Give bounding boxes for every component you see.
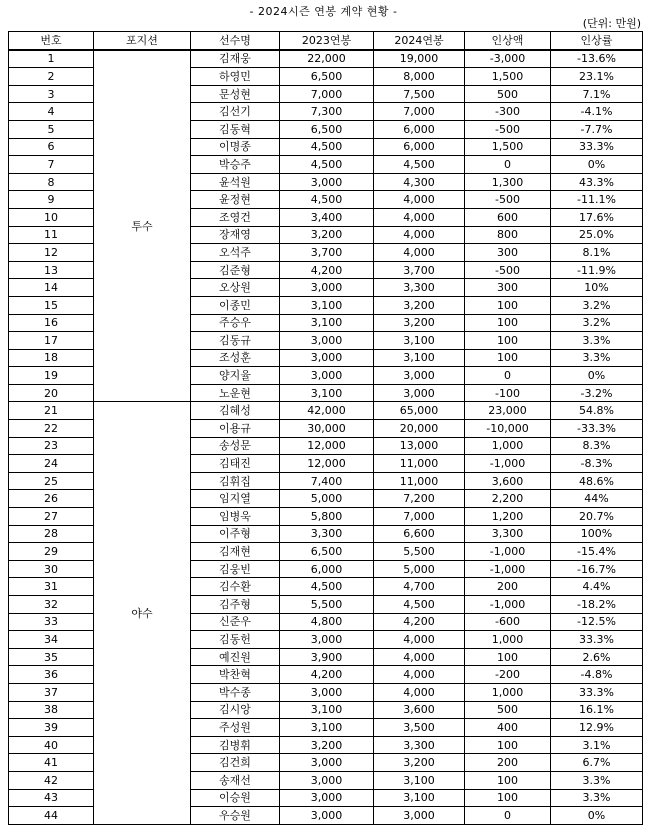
cell-salary-2024: 20,000: [374, 420, 465, 438]
cell-raise-rate: 0%: [551, 807, 643, 825]
cell-raise-amount: 2,200: [465, 490, 551, 508]
cell-raise-rate: 33.3%: [551, 683, 643, 701]
cell-salary-2024: 3,000: [374, 367, 465, 385]
cell-raise-rate: 23.1%: [551, 68, 643, 86]
col-header-position: 포지션: [94, 32, 191, 50]
cell-salary-2024: 4,000: [374, 683, 465, 701]
cell-number: 31: [9, 578, 94, 596]
col-header-raise-rate: 인상률: [551, 32, 643, 50]
table-row: [9, 50, 643, 68]
cell-number: 30: [9, 560, 94, 578]
cell-raise-rate: -7.7%: [551, 120, 643, 138]
cell-position-group: 야수: [94, 402, 191, 824]
cell-salary-2023: 4,800: [280, 613, 374, 631]
cell-raise-amount: 1,000: [465, 437, 551, 455]
cell-player: 이주형: [191, 525, 280, 543]
cell-salary-2023: 7,300: [280, 103, 374, 121]
cell-number: 33: [9, 613, 94, 631]
cell-raise-amount: 0: [465, 156, 551, 174]
cell-player: 김수환: [191, 578, 280, 596]
cell-player: 장재영: [191, 226, 280, 244]
cell-number: 42: [9, 771, 94, 789]
cell-raise-rate: -4.1%: [551, 103, 643, 121]
cell-number: 35: [9, 648, 94, 666]
cell-raise-amount: 1,000: [465, 631, 551, 649]
cell-raise-amount: 600: [465, 208, 551, 226]
cell-raise-amount: 3,300: [465, 525, 551, 543]
cell-number: 12: [9, 244, 94, 262]
cell-salary-2024: 4,500: [374, 156, 465, 174]
cell-player: 김동혁: [191, 120, 280, 138]
cell-raise-rate: -18.2%: [551, 596, 643, 614]
cell-salary-2023: 3,700: [280, 244, 374, 262]
cell-raise-amount: 100: [465, 789, 551, 807]
cell-salary-2024: 7,000: [374, 103, 465, 121]
cell-salary-2024: 4,000: [374, 191, 465, 209]
cell-salary-2023: 3,000: [280, 807, 374, 825]
cell-salary-2023: 5,000: [280, 490, 374, 508]
cell-salary-2023: 3,000: [280, 173, 374, 191]
cell-player: 우승원: [191, 807, 280, 825]
cell-raise-rate: -12.5%: [551, 613, 643, 631]
cell-raise-rate: 0%: [551, 156, 643, 174]
cell-player: 김건희: [191, 754, 280, 772]
cell-salary-2024: 3,200: [374, 314, 465, 332]
col-header-number: 번호: [9, 32, 94, 50]
cell-number: 41: [9, 754, 94, 772]
cell-number: 29: [9, 543, 94, 561]
cell-salary-2023: 3,000: [280, 367, 374, 385]
cell-raise-amount: 500: [465, 701, 551, 719]
cell-salary-2024: 4,000: [374, 666, 465, 684]
cell-number: 24: [9, 455, 94, 473]
cell-salary-2023: 4,200: [280, 666, 374, 684]
cell-salary-2023: 3,000: [280, 631, 374, 649]
col-header-salary-2024: 2024연봉: [374, 32, 465, 50]
cell-player: 예진원: [191, 648, 280, 666]
cell-raise-rate: 8.1%: [551, 244, 643, 262]
cell-salary-2024: 7,000: [374, 508, 465, 526]
cell-player: 하영민: [191, 68, 280, 86]
cell-raise-rate: 6.7%: [551, 754, 643, 772]
cell-number: 8: [9, 173, 94, 191]
cell-raise-amount: -1,000: [465, 596, 551, 614]
unit-note: (단위: 만원): [582, 17, 641, 30]
cell-raise-amount: 200: [465, 754, 551, 772]
cell-number: 25: [9, 472, 94, 490]
cell-raise-rate: -11.9%: [551, 261, 643, 279]
cell-salary-2023: 3,000: [280, 683, 374, 701]
cell-player: 박승주: [191, 156, 280, 174]
cell-player: 김혜성: [191, 402, 280, 420]
cell-player: 오상원: [191, 279, 280, 297]
cell-number: 36: [9, 666, 94, 684]
cell-number: 4: [9, 103, 94, 121]
cell-raise-amount: 200: [465, 578, 551, 596]
cell-salary-2024: 3,300: [374, 279, 465, 297]
cell-number: 3: [9, 85, 94, 103]
cell-raise-rate: -3.2%: [551, 384, 643, 402]
cell-salary-2024: 11,000: [374, 455, 465, 473]
cell-raise-amount: 1,000: [465, 683, 551, 701]
cell-raise-amount: 1,500: [465, 138, 551, 156]
cell-player: 이승원: [191, 789, 280, 807]
cell-salary-2023: 4,500: [280, 191, 374, 209]
cell-player: 송재선: [191, 771, 280, 789]
cell-raise-rate: 33.3%: [551, 631, 643, 649]
cell-player: 박수종: [191, 683, 280, 701]
cell-raise-rate: 16.1%: [551, 701, 643, 719]
cell-salary-2024: 3,000: [374, 384, 465, 402]
cell-raise-rate: -16.7%: [551, 560, 643, 578]
cell-salary-2024: 8,000: [374, 68, 465, 86]
cell-raise-amount: 100: [465, 332, 551, 350]
cell-player: 김동규: [191, 332, 280, 350]
cell-salary-2023: 3,100: [280, 719, 374, 737]
cell-salary-2024: 5,000: [374, 560, 465, 578]
cell-salary-2024: 4,300: [374, 173, 465, 191]
cell-salary-2024: 3,600: [374, 701, 465, 719]
cell-number: 34: [9, 631, 94, 649]
header-row: [9, 32, 643, 50]
cell-raise-rate: 3.2%: [551, 296, 643, 314]
cell-raise-rate: 17.6%: [551, 208, 643, 226]
cell-salary-2023: 3,100: [280, 314, 374, 332]
cell-salary-2024: 3,200: [374, 754, 465, 772]
cell-raise-amount: 0: [465, 807, 551, 825]
cell-salary-2024: 11,000: [374, 472, 465, 490]
cell-number: 20: [9, 384, 94, 402]
cell-raise-rate: 12.9%: [551, 719, 643, 737]
cell-player: 김병휘: [191, 736, 280, 754]
cell-salary-2024: 3,000: [374, 807, 465, 825]
cell-player: 오석주: [191, 244, 280, 262]
cell-salary-2023: 3,000: [280, 771, 374, 789]
cell-number: 40: [9, 736, 94, 754]
cell-raise-amount: 100: [465, 736, 551, 754]
cell-salary-2024: 3,100: [374, 332, 465, 350]
cell-raise-rate: 3.3%: [551, 349, 643, 367]
cell-number: 2: [9, 68, 94, 86]
cell-raise-amount: 0: [465, 367, 551, 385]
cell-player: 김태진: [191, 455, 280, 473]
cell-salary-2023: 4,500: [280, 156, 374, 174]
cell-player: 김준형: [191, 261, 280, 279]
cell-raise-rate: 4.4%: [551, 578, 643, 596]
cell-raise-amount: 100: [465, 296, 551, 314]
cell-player: 문성현: [191, 85, 280, 103]
contract-table: [8, 31, 643, 825]
cell-salary-2024: 6,000: [374, 138, 465, 156]
cell-raise-amount: -100: [465, 384, 551, 402]
cell-salary-2023: 3,100: [280, 384, 374, 402]
cell-number: 26: [9, 490, 94, 508]
cell-player: 김재현: [191, 543, 280, 561]
cell-player: 김선기: [191, 103, 280, 121]
cell-raise-amount: 500: [465, 85, 551, 103]
cell-player: 윤석원: [191, 173, 280, 191]
cell-salary-2023: 5,500: [280, 596, 374, 614]
cell-salary-2024: 3,100: [374, 771, 465, 789]
cell-position-group: 투수: [94, 50, 191, 402]
cell-player: 노운현: [191, 384, 280, 402]
cell-number: 15: [9, 296, 94, 314]
cell-raise-rate: 33.3%: [551, 138, 643, 156]
cell-raise-amount: -1,000: [465, 543, 551, 561]
cell-salary-2023: 3,100: [280, 701, 374, 719]
cell-salary-2024: 3,100: [374, 789, 465, 807]
cell-number: 43: [9, 789, 94, 807]
cell-salary-2023: 3,000: [280, 789, 374, 807]
cell-salary-2024: 3,500: [374, 719, 465, 737]
cell-salary-2024: 7,200: [374, 490, 465, 508]
cell-salary-2023: 6,500: [280, 543, 374, 561]
cell-salary-2024: 6,600: [374, 525, 465, 543]
cell-player: 주승우: [191, 314, 280, 332]
cell-number: 17: [9, 332, 94, 350]
cell-raise-amount: -1,000: [465, 560, 551, 578]
cell-raise-rate: 2.6%: [551, 648, 643, 666]
cell-raise-amount: 23,000: [465, 402, 551, 420]
cell-raise-rate: -4.8%: [551, 666, 643, 684]
cell-number: 14: [9, 279, 94, 297]
cell-raise-amount: 300: [465, 244, 551, 262]
cell-salary-2023: 3,300: [280, 525, 374, 543]
cell-salary-2023: 3,200: [280, 226, 374, 244]
cell-player: 윤정현: [191, 191, 280, 209]
cell-raise-amount: 100: [465, 349, 551, 367]
cell-player: 김휘집: [191, 472, 280, 490]
cell-salary-2024: 4,700: [374, 578, 465, 596]
cell-raise-amount: -500: [465, 261, 551, 279]
cell-raise-rate: 3.2%: [551, 314, 643, 332]
cell-salary-2024: 13,000: [374, 437, 465, 455]
cell-number: 39: [9, 719, 94, 737]
cell-salary-2023: 3,000: [280, 279, 374, 297]
col-header-player: 선수명: [191, 32, 280, 50]
cell-salary-2023: 3,000: [280, 349, 374, 367]
cell-raise-rate: 44%: [551, 490, 643, 508]
cell-raise-amount: -500: [465, 120, 551, 138]
col-header-raise-amount: 인상액: [465, 32, 551, 50]
cell-salary-2024: 3,300: [374, 736, 465, 754]
cell-raise-rate: 25.0%: [551, 226, 643, 244]
document-title: - 2024시즌 연봉 계약 현황 -: [249, 5, 398, 18]
cell-number: 7: [9, 156, 94, 174]
cell-player: 박찬혁: [191, 666, 280, 684]
table-row: [9, 402, 643, 420]
cell-raise-rate: 0%: [551, 367, 643, 385]
cell-salary-2023: 3,000: [280, 754, 374, 772]
cell-player: 조영건: [191, 208, 280, 226]
cell-player: 임병욱: [191, 508, 280, 526]
cell-raise-rate: -13.6%: [551, 50, 643, 68]
cell-number: 44: [9, 807, 94, 825]
cell-salary-2023: 4,200: [280, 261, 374, 279]
cell-player: 김주형: [191, 596, 280, 614]
cell-raise-amount: 1,500: [465, 68, 551, 86]
cell-raise-rate: 3.3%: [551, 771, 643, 789]
cell-raise-amount: 1,200: [465, 508, 551, 526]
cell-raise-rate: -11.1%: [551, 191, 643, 209]
cell-salary-2023: 22,000: [280, 50, 374, 68]
cell-salary-2023: 3,200: [280, 736, 374, 754]
cell-number: 32: [9, 596, 94, 614]
cell-salary-2023: 42,000: [280, 402, 374, 420]
cell-number: 21: [9, 402, 94, 420]
cell-raise-rate: 3.3%: [551, 332, 643, 350]
cell-raise-amount: -3,000: [465, 50, 551, 68]
cell-salary-2023: 7,400: [280, 472, 374, 490]
cell-raise-amount: -200: [465, 666, 551, 684]
cell-salary-2023: 30,000: [280, 420, 374, 438]
cell-salary-2023: 4,500: [280, 138, 374, 156]
cell-raise-rate: 8.3%: [551, 437, 643, 455]
cell-raise-rate: 20.7%: [551, 508, 643, 526]
cell-salary-2024: 5,500: [374, 543, 465, 561]
cell-salary-2023: 3,400: [280, 208, 374, 226]
cell-salary-2023: 4,500: [280, 578, 374, 596]
cell-raise-rate: 100%: [551, 525, 643, 543]
cell-raise-rate: 3.3%: [551, 789, 643, 807]
cell-player: 이용규: [191, 420, 280, 438]
cell-number: 5: [9, 120, 94, 138]
cell-raise-amount: -500: [465, 191, 551, 209]
cell-salary-2024: 3,200: [374, 296, 465, 314]
table-body: [9, 50, 643, 825]
cell-number: 22: [9, 420, 94, 438]
cell-salary-2023: 3,100: [280, 296, 374, 314]
cell-player: 김시앙: [191, 701, 280, 719]
cell-salary-2024: 4,000: [374, 631, 465, 649]
cell-raise-amount: -10,000: [465, 420, 551, 438]
cell-player: 조성훈: [191, 349, 280, 367]
cell-salary-2024: 7,500: [374, 85, 465, 103]
cell-salary-2024: 4,000: [374, 226, 465, 244]
cell-salary-2024: 4,000: [374, 208, 465, 226]
cell-raise-amount: 300: [465, 279, 551, 297]
cell-salary-2024: 4,000: [374, 648, 465, 666]
cell-salary-2023: 5,800: [280, 508, 374, 526]
cell-raise-amount: 400: [465, 719, 551, 737]
col-header-salary-2023: 2023연봉: [280, 32, 374, 50]
cell-raise-rate: 43.3%: [551, 173, 643, 191]
cell-player: 김웅빈: [191, 560, 280, 578]
cell-salary-2024: 4,200: [374, 613, 465, 631]
cell-salary-2024: 19,000: [374, 50, 465, 68]
cell-player: 신준우: [191, 613, 280, 631]
cell-player: 주성원: [191, 719, 280, 737]
cell-salary-2024: 3,100: [374, 349, 465, 367]
cell-salary-2023: 6,500: [280, 68, 374, 86]
cell-salary-2024: 6,000: [374, 120, 465, 138]
cell-raise-rate: 54.8%: [551, 402, 643, 420]
cell-raise-amount: 100: [465, 648, 551, 666]
cell-player: 김재웅: [191, 50, 280, 68]
cell-salary-2024: 4,000: [374, 244, 465, 262]
cell-raise-amount: -1,000: [465, 455, 551, 473]
cell-salary-2024: 4,500: [374, 596, 465, 614]
cell-number: 23: [9, 437, 94, 455]
cell-raise-amount: 100: [465, 771, 551, 789]
cell-number: 38: [9, 701, 94, 719]
cell-salary-2023: 12,000: [280, 455, 374, 473]
cell-raise-amount: 3,600: [465, 472, 551, 490]
cell-raise-rate: -33.3%: [551, 420, 643, 438]
cell-raise-rate: -8.3%: [551, 455, 643, 473]
cell-raise-amount: -300: [465, 103, 551, 121]
cell-number: 27: [9, 508, 94, 526]
cell-raise-rate: 48.6%: [551, 472, 643, 490]
cell-player: 임지열: [191, 490, 280, 508]
cell-number: 13: [9, 261, 94, 279]
cell-salary-2023: 3,900: [280, 648, 374, 666]
cell-raise-amount: -600: [465, 613, 551, 631]
cell-number: 28: [9, 525, 94, 543]
cell-number: 10: [9, 208, 94, 226]
cell-number: 19: [9, 367, 94, 385]
cell-salary-2024: 65,000: [374, 402, 465, 420]
cell-raise-rate: 10%: [551, 279, 643, 297]
cell-salary-2023: 12,000: [280, 437, 374, 455]
cell-raise-rate: -15.4%: [551, 543, 643, 561]
cell-number: 9: [9, 191, 94, 209]
cell-salary-2023: 6,000: [280, 560, 374, 578]
cell-number: 6: [9, 138, 94, 156]
cell-player: 이종민: [191, 296, 280, 314]
cell-salary-2023: 3,000: [280, 332, 374, 350]
cell-raise-amount: 100: [465, 314, 551, 332]
cell-number: 18: [9, 349, 94, 367]
cell-salary-2024: 3,700: [374, 261, 465, 279]
cell-number: 1: [9, 50, 94, 68]
cell-raise-rate: 3.1%: [551, 736, 643, 754]
cell-player: 이명종: [191, 138, 280, 156]
cell-player: 송성문: [191, 437, 280, 455]
cell-salary-2023: 6,500: [280, 120, 374, 138]
cell-salary-2023: 7,000: [280, 85, 374, 103]
cell-number: 11: [9, 226, 94, 244]
cell-player: 양지율: [191, 367, 280, 385]
cell-number: 37: [9, 683, 94, 701]
cell-raise-amount: 800: [465, 226, 551, 244]
cell-number: 16: [9, 314, 94, 332]
cell-raise-rate: 7.1%: [551, 85, 643, 103]
cell-player: 김동헌: [191, 631, 280, 649]
cell-raise-amount: 1,300: [465, 173, 551, 191]
